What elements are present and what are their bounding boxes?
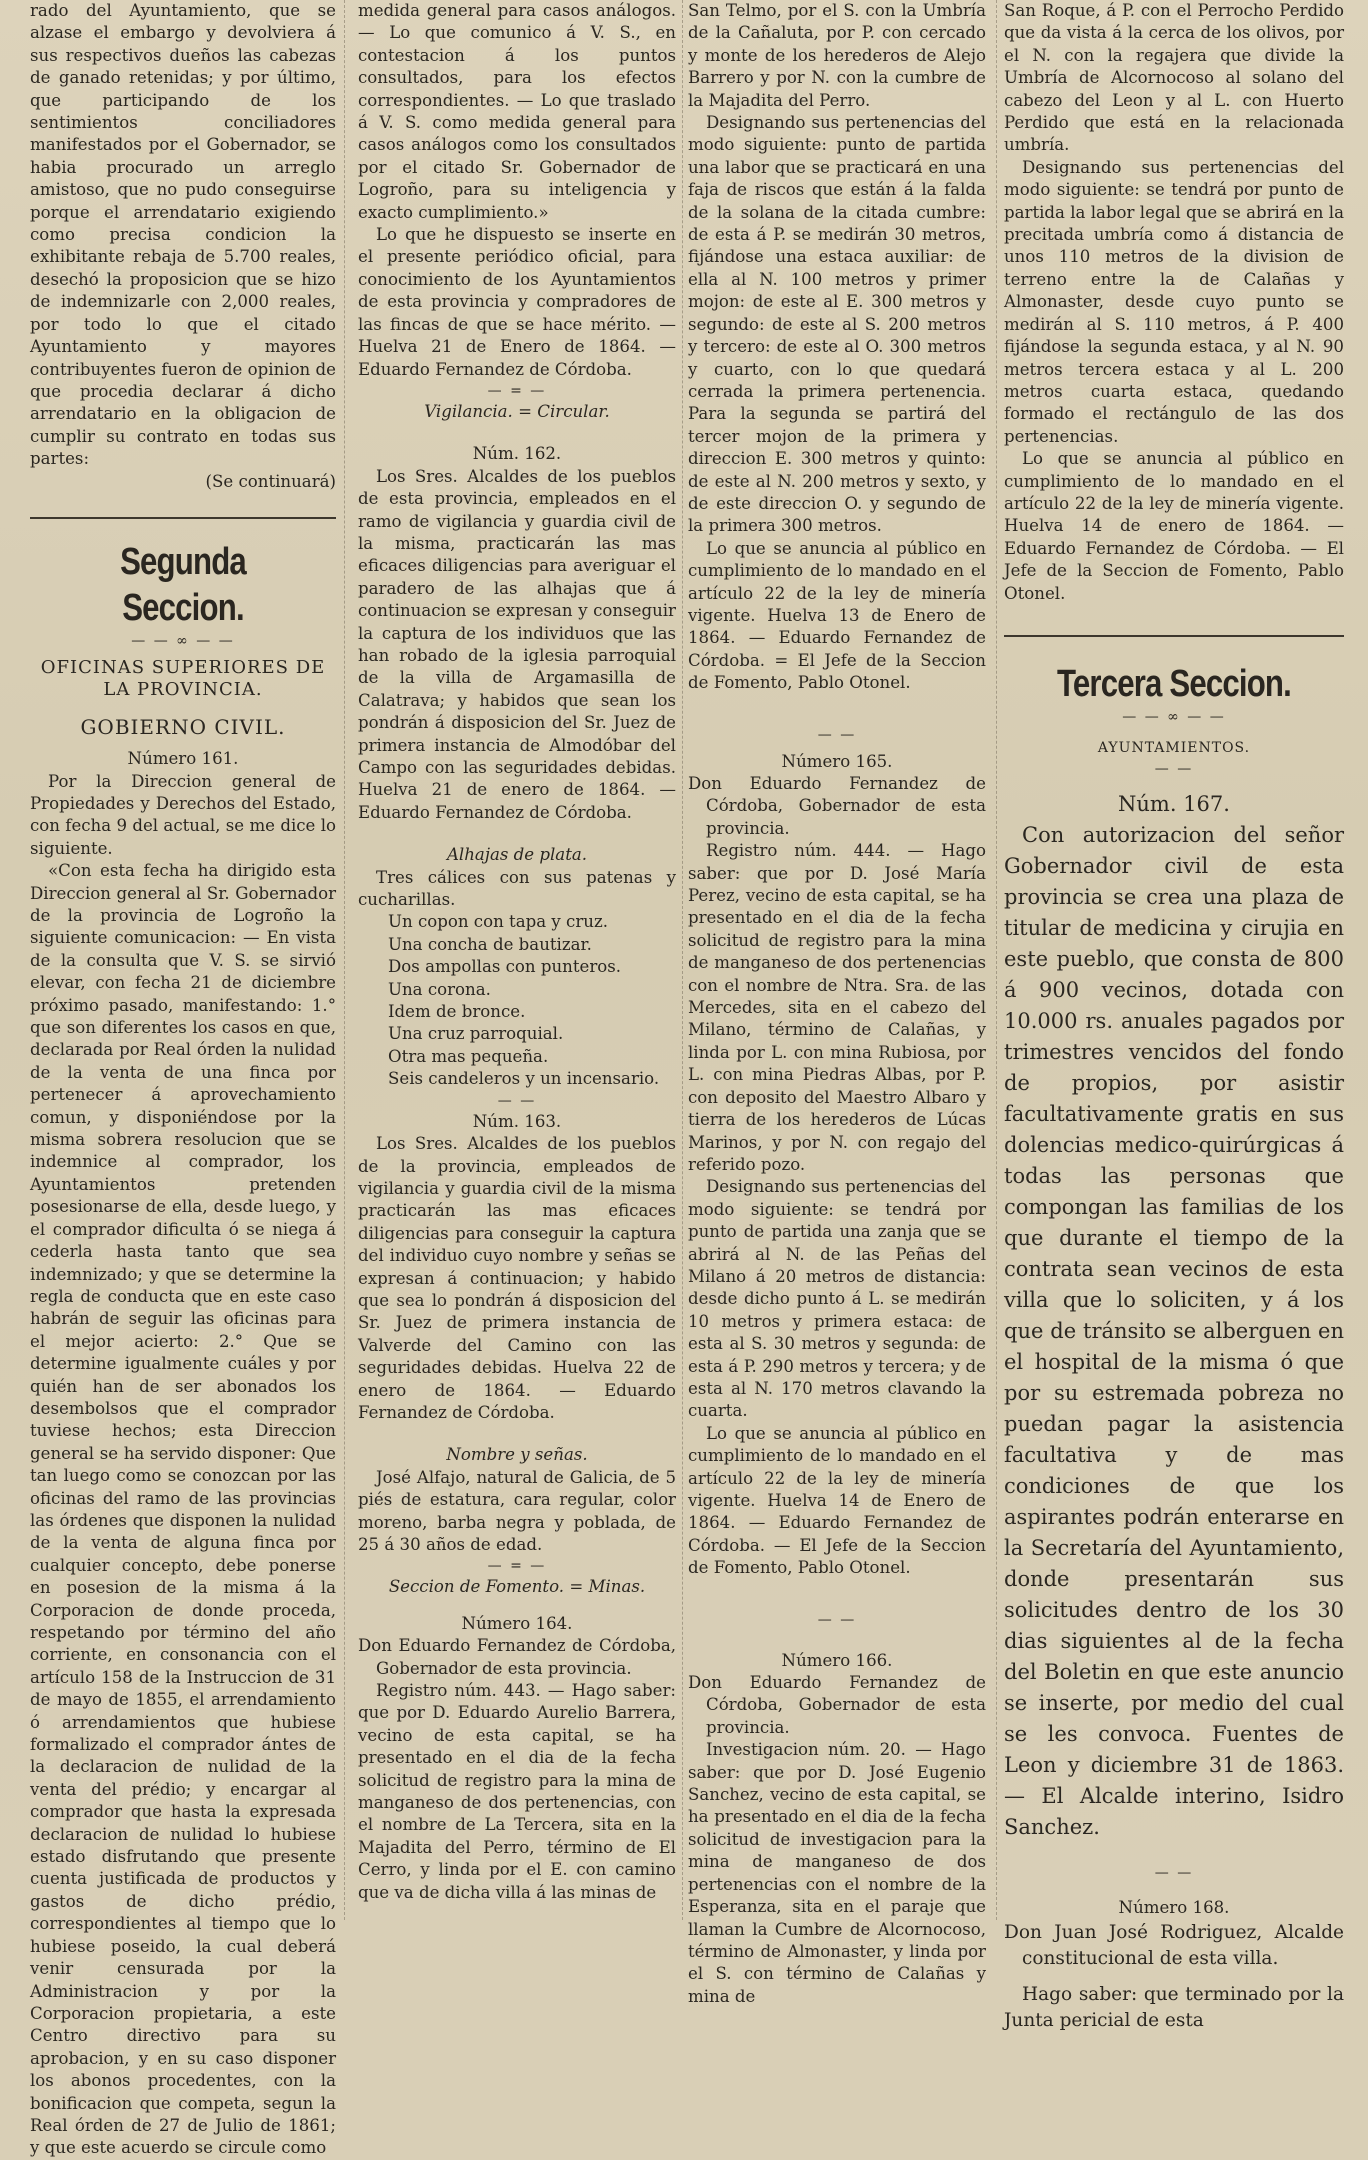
alhajas-item: Una concha de bautizar. [388, 934, 592, 954]
paragraph-anuncia-2: Lo que se anuncia al público en cumplimiento de lo mandado en el artículo 22 de la ley de minería vigente. Huelva 14 de Enero de 1864. — Eduardo Fernandez de Córdoba. — El Jefe de la Seccion de Fomento, Pablo Otonel. [688, 1423, 986, 1578]
column-divider [682, 0, 683, 1920]
alhajas-item: Dos ampollas con punteros. [388, 957, 622, 977]
paragraph-168: Hago saber: que terminado por la Junta pericial de esta [1004, 1983, 1344, 2031]
ornament: — = — [487, 1558, 547, 1575]
paragraph-163: Los Sres. Alcaldes de los pueblos de la provincia, empleados de vigilancia y guardia civil de la misma practicarán las mas eficaces diligencias para conseguir la captura del individuo cuyo nombre y señas se expresan á continuacion; y habido que sea lo pondrán á disposicion del Sr. Juez de primera instancia de Valverde del Camino con las seguridades debidas. Huelva 22 de enero de 1864. — Eduardo Fernandez de Córdoba. [358, 1134, 676, 1422]
alhajas-item: Tres cálices con sus patenas y cucharillas. [358, 867, 676, 910]
paragraph-design: Designando sus pertenencias del modo siguiente: se tendrá por punto de partida la labor legal que se abrirá en la precitada umbría como á distancia de unos 110 metros de la division de terreno entre la de Calañas y Almonaster, desde cuyo punto se medirán al S. 110 metros, á P. 400 fijándose la segunda estaca, y al N. 90 metros tercera estaca y al L. 200 metros cuarta estaca, quedando formado el rectángulo de las dos pertenencias. [1004, 157, 1344, 446]
don-164: Don Eduardo Fernandez de Córdoba, Gobernador de esta provincia. [358, 1636, 676, 1678]
section-rule [30, 517, 336, 519]
number-164: Número 164. [461, 1613, 573, 1633]
paragraph-161-intro: Por la Direccion general de Propiedades y Derechos del Estado, con fecha 9 del actual, se me dice lo siguiente. [30, 771, 336, 858]
continued-text: medida general para casos análogos. — Lo que comunico á V. S., en contestacion á los puntos consultados, para los efectos correspondientes. — Lo que traslado á V. S. como medida general para casos análogos como los consultados por el citado Sr. Gobernador de Logroño, para su inteligencia y exacto cumplimiento.» [358, 1, 676, 222]
don-166: Don Eduardo Fernandez de Córdoba, Gobernador de esta provincia. [688, 1673, 986, 1737]
paragraph-design-2: Designando sus pertenencias del modo siguiente: se tendrá por punto de partida una zanja que se abrirá al N. de las Peñas del Milano á 20 metros de distancia: desde dicho punto á L. se medirán 10 metros y primera estaca: de esta al S. 30 metros y segunda: de esta á P. 290 metros y tercera; y de esta al N. 170 metros clavando la cuarta. [688, 1177, 986, 1421]
column-4 [1004, 0, 1344, 2031]
heading-alhajas: Alhajas de plata. [446, 845, 588, 865]
number-168: Número 168. [1118, 1898, 1230, 1918]
section-rule [1004, 635, 1344, 637]
heading-gobierno-civil: GOBIERNO CIVIL. [80, 714, 286, 739]
column-2 [358, 0, 676, 1920]
column-1 [30, 0, 336, 2158]
alhajas-item: Una corona. [388, 979, 491, 999]
number-163: Núm. 163. [472, 1111, 562, 1131]
paragraph-164: Registro núm. 443. — Hago saber: que por D. Eduardo Aurelio Barrera, vecino de esta capital, se ha presentado en el dia de la fecha solicitud de registro para la mina de manganeso de dos pertenencias, con el nombre de La Tercera, sita en la Majadita del Perro, término de El Cerro, y linda por el E. con camino que va de dicha villa á las minas de [358, 1681, 676, 1902]
continuara-note: (Se continuará) [205, 471, 336, 491]
continued-text: San Roque, á P. con el Perrocho Perdido que da vista á la cerca de los olivos, por el N. con la regajera que divide la Umbría de Alcornocoso al solano del cabezo del Leon y al L. con Huerto Perdido que está en la relacionada umbría. [1004, 1, 1344, 155]
number-166: Número 166. [781, 1650, 893, 1670]
heading-vigilancia: Vigilancia. = Circular. [424, 401, 610, 421]
continued-text: San Telmo, por el S. con la Umbría de la Cañaluta, por P. con cercado y monte de los herederos de Alejo Barrero y por N. con la cumbre de la Majadita del Perro. [688, 1, 986, 110]
paragraph-design: Designando sus pertenencias del modo siguiente: punto de partida una labor que se practicará en una faja de riscos que están á la falda de la solana de la citada cumbre: de esta á P. se medirán 30 metros, fijándose una estaca auxiliar: de ella al N. 100 metros y primer mojon: de este al E. 300 metros y segundo: de este al S. 200 metros y tercero: de este al O. 300 metros y cuarto, con lo que quedará cerrada la primera pertenencia. Para la segunda se partirá del tercer mojon de la primera y direccion E. 300 metros y quinto: de este al N. 200 metros y sexto, y de este direccion O. y segundo de la primera 300 metros. [688, 113, 986, 536]
don-168: Don Juan José Rodriguez, Alcalde constitucional de esta villa. [1004, 1921, 1344, 1969]
alhajas-item: Un copon con tapa y cruz. [388, 912, 608, 932]
column-divider [344, 0, 345, 1920]
alhajas-item: Seis candeleros y un incensario. [388, 1069, 660, 1089]
paragraph-dispuesto: Lo que he dispuesto se inserte en el presente periódico oficial, para conocimiento de los Ayuntamientos de esta provincia y compradores de las fincas de que se hace mérito. — Huelva 21 de Enero de 1864. — Eduardo Fernandez de Córdoba. [358, 225, 676, 379]
paragraph-nombre: José Alfajo, natural de Galicia, de 5 piés de estatura, cara regular, color moreno, barba negra y poblada, de 25 á 30 años de edad. [358, 1467, 676, 1554]
number-162: Núm. 162. [472, 444, 562, 464]
paragraph-166: Investigacion núm. 20. — Hago saber: que por D. José Eugenio Sanchez, vecino de esta capital, se ha presentado en el dia de la fecha solicitud de investigacion para la mina de manganeso de dos pertenencias con el nombre de la Esperanza, sita en el paraje que llaman la Cumbre de Alcornocoso, término de Almonaster, y linda por el S. con término de Calañas y mina de [688, 1740, 986, 2006]
don-165: Don Eduardo Fernandez de Córdoba, Gobernador de esta provincia. [688, 774, 986, 838]
number-167: Núm. 167. [1118, 792, 1230, 817]
heading-ayuntamientos: AYUNTAMIENTOS. [1097, 739, 1251, 756]
continued-text: rado del Ayuntamiento, que se alzase el embargo y devolviera á sus respectivos dueños las cabezas de ganado retenidas; y por último, que participando de los sentimientos conciliadores manifestados por el Gobernador, se habia procurado un arreglo amistoso, que no pudo conseguirse porque el arrendatario exigiendo como precisa condicion la exhibitante rebaja de 5.700 reales, desechó la proposicion que se hizo de indemnizarle con 2,000 reales, por todo lo que el citado Ayuntamiento y mayores contribuyentes fueron de opinion de que procedia declarar á dicho arrendatario en la obligacion de cumplir su contrato en todas sus partes: [30, 1, 336, 469]
ornament: — — [1154, 761, 1194, 778]
column-3 [688, 0, 986, 2006]
ornament: — — [817, 1611, 857, 1628]
heading-nombre-senas: Nombre y señas. [446, 1445, 588, 1465]
number-165: Número 165. [781, 751, 893, 771]
heading-fomento: Seccion de Fomento. = Minas. [388, 1577, 646, 1597]
ornament: — — ∞ — — [1122, 708, 1226, 725]
ornament: — — [1154, 1865, 1194, 1882]
number-161: Número 161. [127, 749, 239, 769]
alhajas-item: Idem de bronce. [388, 1002, 526, 1022]
paragraph-165: Registro núm. 444. — Hago saber: que por D. José María Perez, vecino de esta capital, se ha presentado en el dia de la fecha solicitud de registro para la mina de manganeso de dos pertenencias con el nombre de Ntra. Sra. de las Mercedes, sita en el cabezo del Milano, término de Calañas, y linda por L. con mina Rubiosa, por L. con mina Piedras Albas, por P. con deposito del Maestro Albaro y tierra de los herederos de Lúcas Marinos, y por N. con regajo del referido pozo. [688, 841, 986, 1174]
ornament: — — [817, 726, 857, 743]
paragraph-167: Con autorizacion del señor Gobernador civil de esta provincia se crea una plaza de titular de medicina y cirujia en este pueblo, que consta de 800 á 900 vecinos, dotada con 10.000 rs. anuales pagados por trimestres vencidos del fondo de propios, por asistir facultativamente gratis en sus dolencias medico-quirúrgicas á todas las personas que compongan las familias de los que durante el tiempo de la contrata sean vecinos de esta villa que lo soliciten, y á los que de tránsito se alberguen en el hospital de la misma ó que por su estremada pobreza no puedan pagar la asistencia facultativa y de mas condiciones de que los aspirantes podrán enterarse en la Secretaría del Ayuntamiento, donde presentarán sus solicitudes dentro de los 30 dias siguientes al de la fecha del Boletin en que este anuncio se inserte, por medio del cual se les convoca. Fuentes de Leon y diciembre 31 de 1863. — El Alcalde interino, Isidro Sanchez. [1004, 823, 1344, 1840]
alhajas-item: Otra mas pequeña. [388, 1046, 549, 1066]
paragraph-162: Los Sres. Alcaldes de los pueblos de esta provincia, empleados en el ramo de vigilancia y guardia civil de la misma, practicarán las mas eficaces diligencias para averiguar el paradero de las alhajas que á continuacion se expresan y conseguir la captura de los individuos que las han robado de la iglesia parroquial de la villa de Argamasilla de Calatrava; y habidos que sean los pondrán á disposicion del Sr. Juez de primera instancia de Almodóbar del Campo con las seguridades debidas. Huelva 21 de enero de 1864. — Eduardo Fernandez de Córdoba. [358, 466, 676, 822]
paragraph-anuncia-1: Lo que se anuncia al público en cumplimiento de lo mandado en el artículo 22 de la ley de minería vigente. Huelva 13 de Enero de 1864. — Eduardo Fernandez de Córdoba. = El Jefe de la Seccion de Fomento, Pablo Otonel. [688, 538, 986, 693]
paragraph-161-body: «Con esta fecha ha dirigido esta Direccion general al Sr. Gobernador de la provincia de Logroño la siguiente comunicacion: — En vista de la consulta que V. S. se sirvió elevar, con fecha 21 de diciembre próximo pasado, manifestando: 1.° que son diferentes los casos en que, declarada por Real órden la nulidad de la venta de una finca por pertenecer á aprovechamiento comun, y disponiéndose por la misma sobrera resolucion que se indemnice al comprador, los Ayuntamientos pretenden posesionarse de ella, desde luego, y el comprador dificulta ó se niega á cederla hasta tanto que sea indemnizado; y que se determine la regla de conducta que en este caso habrán de seguir las oficinas para el mejor acierto: 2.° Que se determine igualmente cuáles y por quién han de ser abonados los desembolsos que el comprador tuviese hechos; esta Direccion general se ha servido disponer: Que tan luego como se conozcan por las oficinas del ramo de las provincias las órdenes que disponen la nulidad de la venta de alguna finca por cualquier concepto, debe ponerse en posesion de la misma á la Corporacion de donde proceda, respetando por término del año corriente, en consonancia con el artículo 158 de la Instruccion de 31 de mayo de 1855, el arrendamiento ó arrendamientos que hubiese formalizado el comprador ántes de la declaracion de nulidad de la venta del prédio; y encargar al comprador que hasta la expresada declaracion de nulidad lo hubiese estado disfrutando que presente cuenta justificada de productos y gastos de dicho prédio, correspondientes al tiempo que lo hubiese poseido, la cual deberá venir censurada por la Administracion y por la Corporacion propietaria, a este Centro directivo para su aprobacion, y en su caso disponer los abonos procedentes, con la bonificacion que competa, segun la Real órden de 27 de Julio de 1861; y que este acuerdo se circule como [30, 861, 336, 2158]
ornament: — — [497, 1092, 537, 1109]
section-title-segunda: Segunda Seccion. [120, 540, 246, 629]
section-title-tercera: Tercera Seccion. [1056, 662, 1291, 705]
alhajas-item: Una cruz parroquial. [388, 1024, 564, 1044]
ornament: — = — [487, 382, 547, 399]
heading-oficinas: OFICINAS SUPERIORES DE LA PROVINCIA. [40, 656, 326, 701]
column-divider [996, 0, 997, 1920]
paragraph-anuncia: Lo que se anuncia al público en cumplimiento de lo mandado en el artículo 22 de la ley de minería vigente. Huelva 14 de enero de 1864. — Eduardo Fernandez de Córdoba. — El Jefe de la Seccion de Fomento, Pablo Otonel. [1004, 449, 1344, 603]
ornament: — — ∞ — — [131, 632, 235, 649]
